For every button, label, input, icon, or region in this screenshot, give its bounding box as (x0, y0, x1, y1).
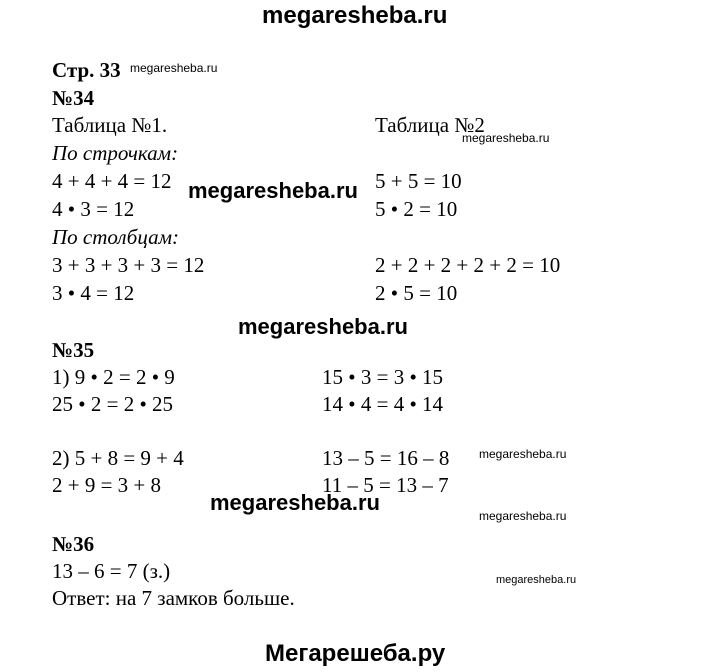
t2-col-line: 2 • 5 = 10 (375, 281, 458, 305)
watermark-mid: megaresheba.ru (210, 490, 380, 515)
table2-title: Таблица №2 (375, 113, 485, 137)
t35-right-line: 14 • 4 = 4 • 14 (322, 392, 444, 416)
watermark-mid: megaresheba.ru (238, 314, 408, 339)
footer-watermark: Мегарешеба.ру (265, 640, 446, 667)
watermark-small: megaresheba.ru (496, 574, 577, 586)
watermark-mid: megaresheba.ru (188, 178, 358, 203)
watermark-small: megaresheba.ru (479, 509, 567, 523)
task34-number: №34 (52, 86, 95, 110)
task36-number: №36 (52, 532, 95, 556)
t1-col-line: 3 • 4 = 12 (52, 281, 135, 305)
header-watermark: megaresheba.ru (262, 2, 448, 29)
t35-left-line: 1) 9 • 2 = 2 • 9 (52, 365, 175, 389)
task36-answer: Ответ: на 7 замков больше. (52, 586, 295, 610)
by-cols-label: По столбцам: (52, 225, 180, 249)
t35-right-line: 13 – 5 = 16 – 8 (322, 446, 450, 470)
t35-left-line: 2) 5 + 8 = 9 + 4 (52, 446, 184, 470)
page-label: Стр. 33 (52, 58, 121, 82)
task36-equation: 13 – 6 = 7 (з.) (52, 559, 171, 583)
task35-number: №35 (52, 338, 95, 362)
t2-col-line: 2 + 2 + 2 + 2 + 2 = 10 (375, 253, 561, 277)
t2-row-line: 5 + 5 = 10 (375, 169, 462, 193)
t35-left-line: 25 • 2 = 2 • 25 (52, 392, 174, 416)
t1-row-line: 4 + 4 + 4 = 12 (52, 169, 172, 193)
t2-row-line: 5 • 2 = 10 (375, 197, 458, 221)
by-rows-label: По строчкам: (52, 141, 179, 165)
t1-row-line: 4 • 3 = 12 (52, 197, 135, 221)
t35-right-line: 11 – 5 = 13 – 7 (322, 473, 449, 497)
t1-col-line: 3 + 3 + 3 + 3 = 12 (52, 253, 205, 277)
watermark-small: megaresheba.ru (479, 447, 567, 461)
t35-right-line: 15 • 3 = 3 • 15 (322, 365, 444, 389)
t35-left-line: 2 + 9 = 3 + 8 (52, 473, 162, 497)
table1-title: Таблица №1. (52, 113, 168, 137)
watermark-small: megaresheba.ru (462, 131, 550, 145)
watermark-small: megaresheba.ru (130, 61, 218, 75)
